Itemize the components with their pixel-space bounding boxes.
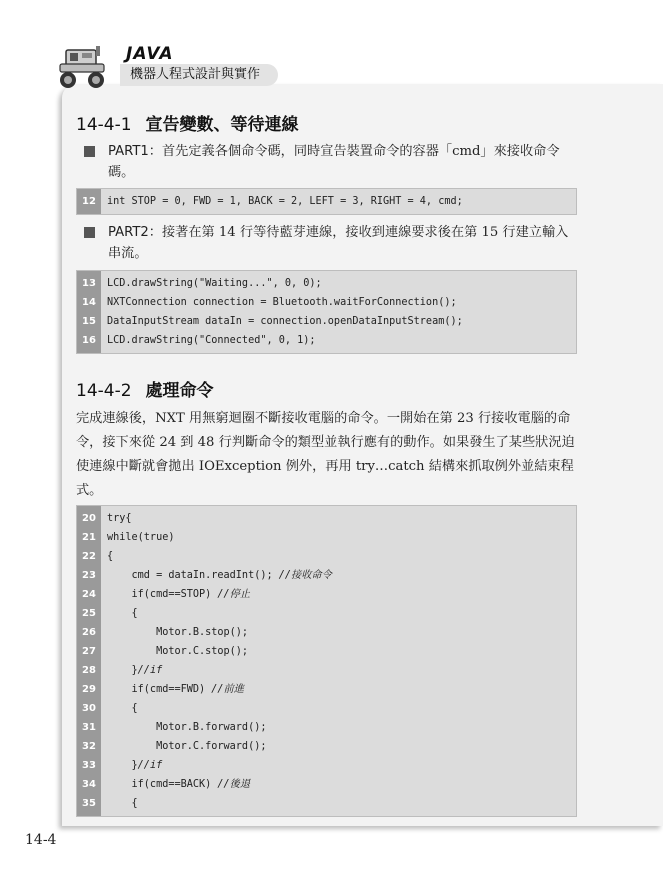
- section-title-14-4-1: [76, 110, 299, 135]
- code-line: [77, 585, 576, 604]
- bullet-text: ：接著在第 14 行等待藍芽連線，接收到連線要求後在第 15 行建立輸入串流。: [108, 225, 569, 261]
- code-text: [107, 192, 463, 211]
- line-number: 13: [77, 274, 101, 293]
- code-statement: Motor.B.stop();: [107, 627, 249, 638]
- code-block-3: [76, 505, 577, 817]
- code-comment: //停止: [217, 589, 251, 600]
- code-statement: LCD.drawString("Connected", 0, 1);: [107, 335, 316, 346]
- line-number: 25: [77, 604, 101, 623]
- code-statement: {: [107, 551, 114, 562]
- code-line: [77, 718, 576, 737]
- code-line: [77, 737, 576, 756]
- line-number: 20: [77, 509, 101, 528]
- code-comment: //後退: [217, 779, 251, 790]
- code-statement: if(cmd==STOP): [107, 589, 218, 600]
- code-text: [107, 661, 162, 680]
- code-block-2: [76, 270, 577, 354]
- code-text: [107, 566, 332, 585]
- book-subtitle: 機器人程式設計與實作: [120, 64, 278, 86]
- code-line: [77, 293, 576, 312]
- code-statement: {: [107, 798, 138, 809]
- line-number: 21: [77, 528, 101, 547]
- code-line: [77, 794, 576, 813]
- line-number: 23: [77, 566, 101, 585]
- line-number: 14: [77, 293, 101, 312]
- code-comment: //接收命令: [278, 570, 332, 581]
- line-number: 34: [77, 775, 101, 794]
- bullet-label: PART2: [108, 225, 149, 240]
- section-heading: 處理命令: [145, 381, 214, 401]
- bullet-label: PART1: [108, 144, 149, 159]
- code-statement: NXTConnection connection = Bluetooth.waitForConnection();: [107, 297, 457, 308]
- code-statement: }: [107, 760, 138, 771]
- body-paragraph: 完成連線後，NXT 用無窮迴圈不斷接收電腦的命令。一開始在第 23 行接收電腦的命令，接下來從 24 到 48 行判斷命令的類型並執行應有的動作。如果發生了某些狀況迫使連線中斷就會拋出 IOException 例外，再用 try…catch 結構來抓取例外並結束程式。: [76, 411, 575, 498]
- code-statement: if(cmd==BACK): [107, 779, 218, 790]
- section-number: 14-4-1: [76, 115, 132, 135]
- code-block-1: [76, 188, 577, 215]
- code-comment: //前進: [211, 684, 244, 695]
- code-text: [107, 718, 266, 737]
- line-number: 12: [77, 192, 101, 211]
- code-statement: while(true): [107, 532, 175, 543]
- code-text: [107, 604, 138, 623]
- bullet-text: ：首先定義各個命令碼，同時宣告裝置命令的容器「cmd」來接收命令碼。: [108, 144, 560, 180]
- code-comment: //if: [137, 665, 163, 676]
- code-text: [107, 775, 250, 794]
- code-line: [77, 756, 576, 775]
- code-statement: Motor.C.stop();: [107, 646, 249, 657]
- code-text: [107, 528, 174, 547]
- code-statement: {: [107, 703, 138, 714]
- code-text: [107, 331, 316, 350]
- code-statement: int STOP = 0, FWD = 1, BACK = 2, LEFT = 3, RIGHT = 4, cmd;: [107, 196, 463, 207]
- line-number: 31: [77, 718, 101, 737]
- bullet-part2: [76, 222, 581, 264]
- code-statement: Motor.C.forward();: [107, 741, 267, 752]
- line-number: 27: [77, 642, 101, 661]
- code-text: [107, 509, 132, 528]
- code-statement: Motor.B.forward();: [107, 722, 267, 733]
- section-number: 14-4-2: [76, 381, 132, 401]
- robot-logo-icon: [56, 42, 114, 90]
- code-text: [107, 680, 244, 699]
- line-number: 29: [77, 680, 101, 699]
- line-number: 26: [77, 623, 101, 642]
- line-number: 30: [77, 699, 101, 718]
- code-line: [77, 312, 576, 331]
- line-number: 16: [77, 331, 101, 350]
- code-line: [77, 775, 576, 794]
- code-statement: LCD.drawString("Waiting...", 0, 0);: [107, 278, 322, 289]
- code-line: [77, 566, 576, 585]
- code-text: [107, 642, 248, 661]
- bullet-square-icon: [84, 146, 95, 157]
- code-text: [107, 312, 463, 331]
- line-number: 22: [77, 547, 101, 566]
- line-number: 35: [77, 794, 101, 813]
- code-text: [107, 737, 266, 756]
- code-line: [77, 274, 576, 293]
- section-title-14-4-2: [76, 376, 214, 401]
- line-number: 24: [77, 585, 101, 604]
- code-line: [77, 509, 576, 528]
- code-text: [107, 547, 113, 566]
- code-statement: try{: [107, 513, 132, 524]
- code-text: [107, 293, 457, 312]
- bullet-square-icon: [84, 227, 95, 238]
- code-statement: DataInputStream dataIn = connection.openDataInputStream();: [107, 316, 463, 327]
- code-line: [77, 604, 576, 623]
- section-heading: 宣告變數、等待連線: [145, 115, 299, 135]
- code-line: [77, 699, 576, 718]
- code-text: [107, 585, 250, 604]
- code-line: [77, 680, 576, 699]
- code-line: [77, 192, 576, 211]
- code-text: [107, 756, 162, 775]
- line-number: 28: [77, 661, 101, 680]
- code-comment: //if: [137, 760, 163, 771]
- code-line: [77, 547, 576, 566]
- code-statement: {: [107, 608, 138, 619]
- code-line: [77, 642, 576, 661]
- code-text: [107, 274, 322, 293]
- code-statement: if(cmd==FWD): [107, 684, 212, 695]
- code-text: [107, 699, 138, 718]
- line-number: 32: [77, 737, 101, 756]
- code-line: [77, 661, 576, 680]
- code-text: [107, 623, 248, 642]
- code-statement: }: [107, 665, 138, 676]
- line-number: 15: [77, 312, 101, 331]
- code-line: [77, 528, 576, 547]
- code-text: [107, 794, 138, 813]
- bullet-part1: [76, 141, 581, 183]
- page-number: 14-4: [25, 832, 57, 848]
- logo-java-text: JAVA: [126, 44, 174, 64]
- code-line: [77, 331, 576, 350]
- line-number: 33: [77, 756, 101, 775]
- header-logo: [48, 38, 261, 98]
- code-line: [77, 623, 576, 642]
- code-statement: cmd = dataIn.readInt();: [107, 570, 279, 581]
